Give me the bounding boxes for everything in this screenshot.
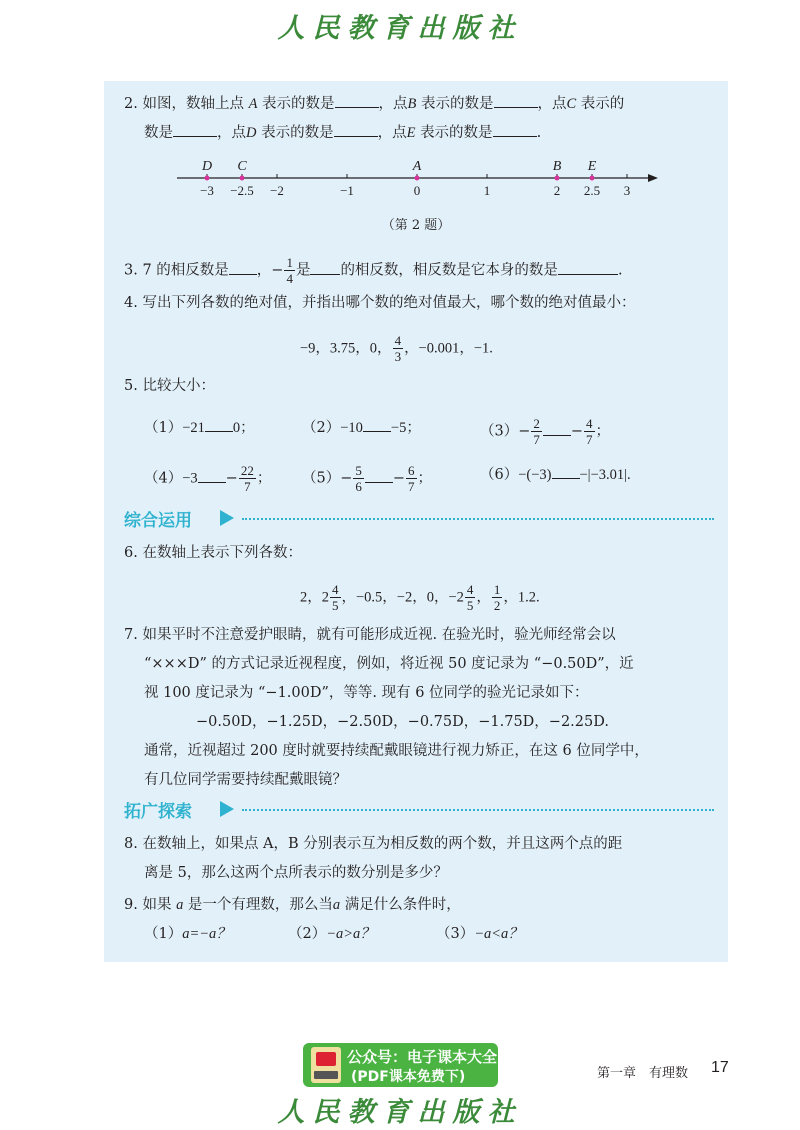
q9-p2: （2）−a>a？ bbox=[288, 926, 375, 942]
q5-p3: （3）− $\frac{2}{7}$ − $\frac{4}{7}$ ； bbox=[480, 416, 611, 447]
tick-label: −3 bbox=[200, 183, 214, 198]
q6-text: 6. 在数轴上表示下列各数： bbox=[124, 545, 302, 561]
point-label-b: B bbox=[552, 159, 562, 174]
q4-text: 4. 写出下列各数的绝对值，并指出哪个数的绝对值最大，哪个数的绝对值最小： bbox=[124, 295, 636, 311]
page-number: 17 bbox=[711, 1059, 729, 1076]
badge-line1: 公众号：电子课本大全 bbox=[347, 1048, 498, 1066]
tick-label: −2 bbox=[270, 183, 284, 198]
point-label-a: A bbox=[412, 159, 422, 174]
point-label-d: D bbox=[201, 159, 213, 174]
section-divider bbox=[242, 518, 714, 520]
tick-label: 3 bbox=[623, 183, 631, 198]
chapter-label: 第一章 有理数 bbox=[597, 1066, 689, 1081]
book-icon bbox=[311, 1047, 341, 1083]
q3: 3. 7 的相反数是 ，− $\frac{1}{4}$ 是 的相反数，相反数是它本身的数是 . bbox=[124, 255, 623, 286]
q2-caption: （第 2 题） bbox=[381, 218, 451, 233]
q7-line1: 7. 如果平时不注意爱护眼睛，就有可能形成近视. 在验光时，验光师经常会以 bbox=[124, 627, 616, 643]
q7-line5: 通常，近视超过 200 度时就要持续配戴眼镜进行视力矫正，在这 6 位同学中， bbox=[144, 743, 649, 759]
section-arrow-icon bbox=[220, 510, 234, 526]
section-title: 拓广探索 bbox=[124, 802, 192, 822]
q5-p6: （6）−(−3) −|−3.01|. bbox=[480, 463, 631, 485]
section-divider bbox=[242, 809, 714, 811]
section-title: 综合运用 bbox=[124, 511, 192, 531]
point-e bbox=[590, 176, 595, 181]
q8-line1: 8. 在数轴上，如果点 A，B 分别表示互为相反数的两个数，并且这两个点的距 bbox=[124, 836, 623, 852]
q5-p4: （4）−3 − $\frac{22}{7}$ ； bbox=[144, 463, 272, 494]
q4-fraction: $\frac{4}{3}$ bbox=[394, 333, 402, 364]
q2-line1: 2. 如图，数轴上点 A 表示的数是 ，点B 表示的数是 ，点C 表示的 bbox=[124, 92, 624, 114]
q7-line2: “×××D” 的方式记录近视程度，例如，将近视 50 度记录为 “−0.50D”，近 bbox=[144, 656, 634, 672]
q5-p2: （2）−10 −5； bbox=[302, 416, 421, 438]
q5-p1: （1）−21 0； bbox=[144, 416, 255, 438]
tick-label: 2.5 bbox=[583, 183, 601, 198]
q3-fraction: $\frac{1}{4}$ bbox=[286, 255, 293, 286]
q2-line2: 数是 ，点D 表示的数是 ，点E 表示的数是 . bbox=[144, 121, 541, 143]
q9-p3: （3）−a<a？ bbox=[436, 926, 523, 942]
publisher-logo-bottom: 人民教育出版社 bbox=[277, 1097, 523, 1128]
point-label-e: E bbox=[587, 159, 597, 174]
point-c bbox=[240, 176, 245, 181]
point-b bbox=[555, 176, 560, 181]
section-comprehensive bbox=[104, 506, 714, 530]
q4-numbers: −9，3.75，0， $\frac{4}{3}$ ，−0.001，−1. bbox=[300, 333, 493, 364]
q8-line2: 离是 5，那么这两个点所表示的数分别是多少？ bbox=[144, 865, 448, 881]
q5-p5: （5）− $\frac{5}{6}$ − $\frac{6}{7}$ ； bbox=[302, 463, 433, 494]
publisher-logo-top: 人民教育出版社 bbox=[277, 13, 523, 44]
section-extension bbox=[104, 797, 714, 821]
tick-label: 1 bbox=[483, 183, 491, 198]
number-line-arrow bbox=[648, 174, 658, 182]
point-d bbox=[205, 176, 210, 181]
q7-line3: 视 100 度记录为 “−1.00D”，等等. 现有 6 位同学的验光记录如下： bbox=[144, 685, 589, 701]
tick-label: 2 bbox=[553, 183, 561, 198]
q7-line6: 有几位同学需要持续配戴眼镜？ bbox=[144, 772, 347, 788]
section-arrow-icon bbox=[220, 801, 234, 817]
q7-line4: −0.50D，−1.25D，−2.50D，−0.75D，−1.75D，−2.25D. bbox=[196, 714, 609, 730]
badge-line2: (PDF课本免费下) bbox=[351, 1069, 466, 1085]
tick-label: 0 bbox=[413, 183, 421, 198]
q9-text: 9. 如果 a 是一个有理数，那么当a 满足什么条件时， bbox=[124, 897, 461, 913]
q6-numbers: 2，2 $\frac{4}{5}$ ，−0.5，−2，0，−2 $\frac{4}{5}$ ， $\frac{1}{2}$ ，1.2. bbox=[300, 582, 540, 613]
point-label-c: C bbox=[237, 159, 247, 174]
tick-label: −1 bbox=[340, 183, 354, 198]
tick-label: −2.5 bbox=[230, 183, 254, 198]
point-a bbox=[415, 176, 420, 181]
q5-title: 5. 比较大小： bbox=[124, 378, 215, 394]
wechat-badge[interactable] bbox=[303, 1043, 498, 1087]
q9-p1: （1）a=−a？ bbox=[144, 926, 231, 942]
number-line bbox=[0, 150, 800, 200]
